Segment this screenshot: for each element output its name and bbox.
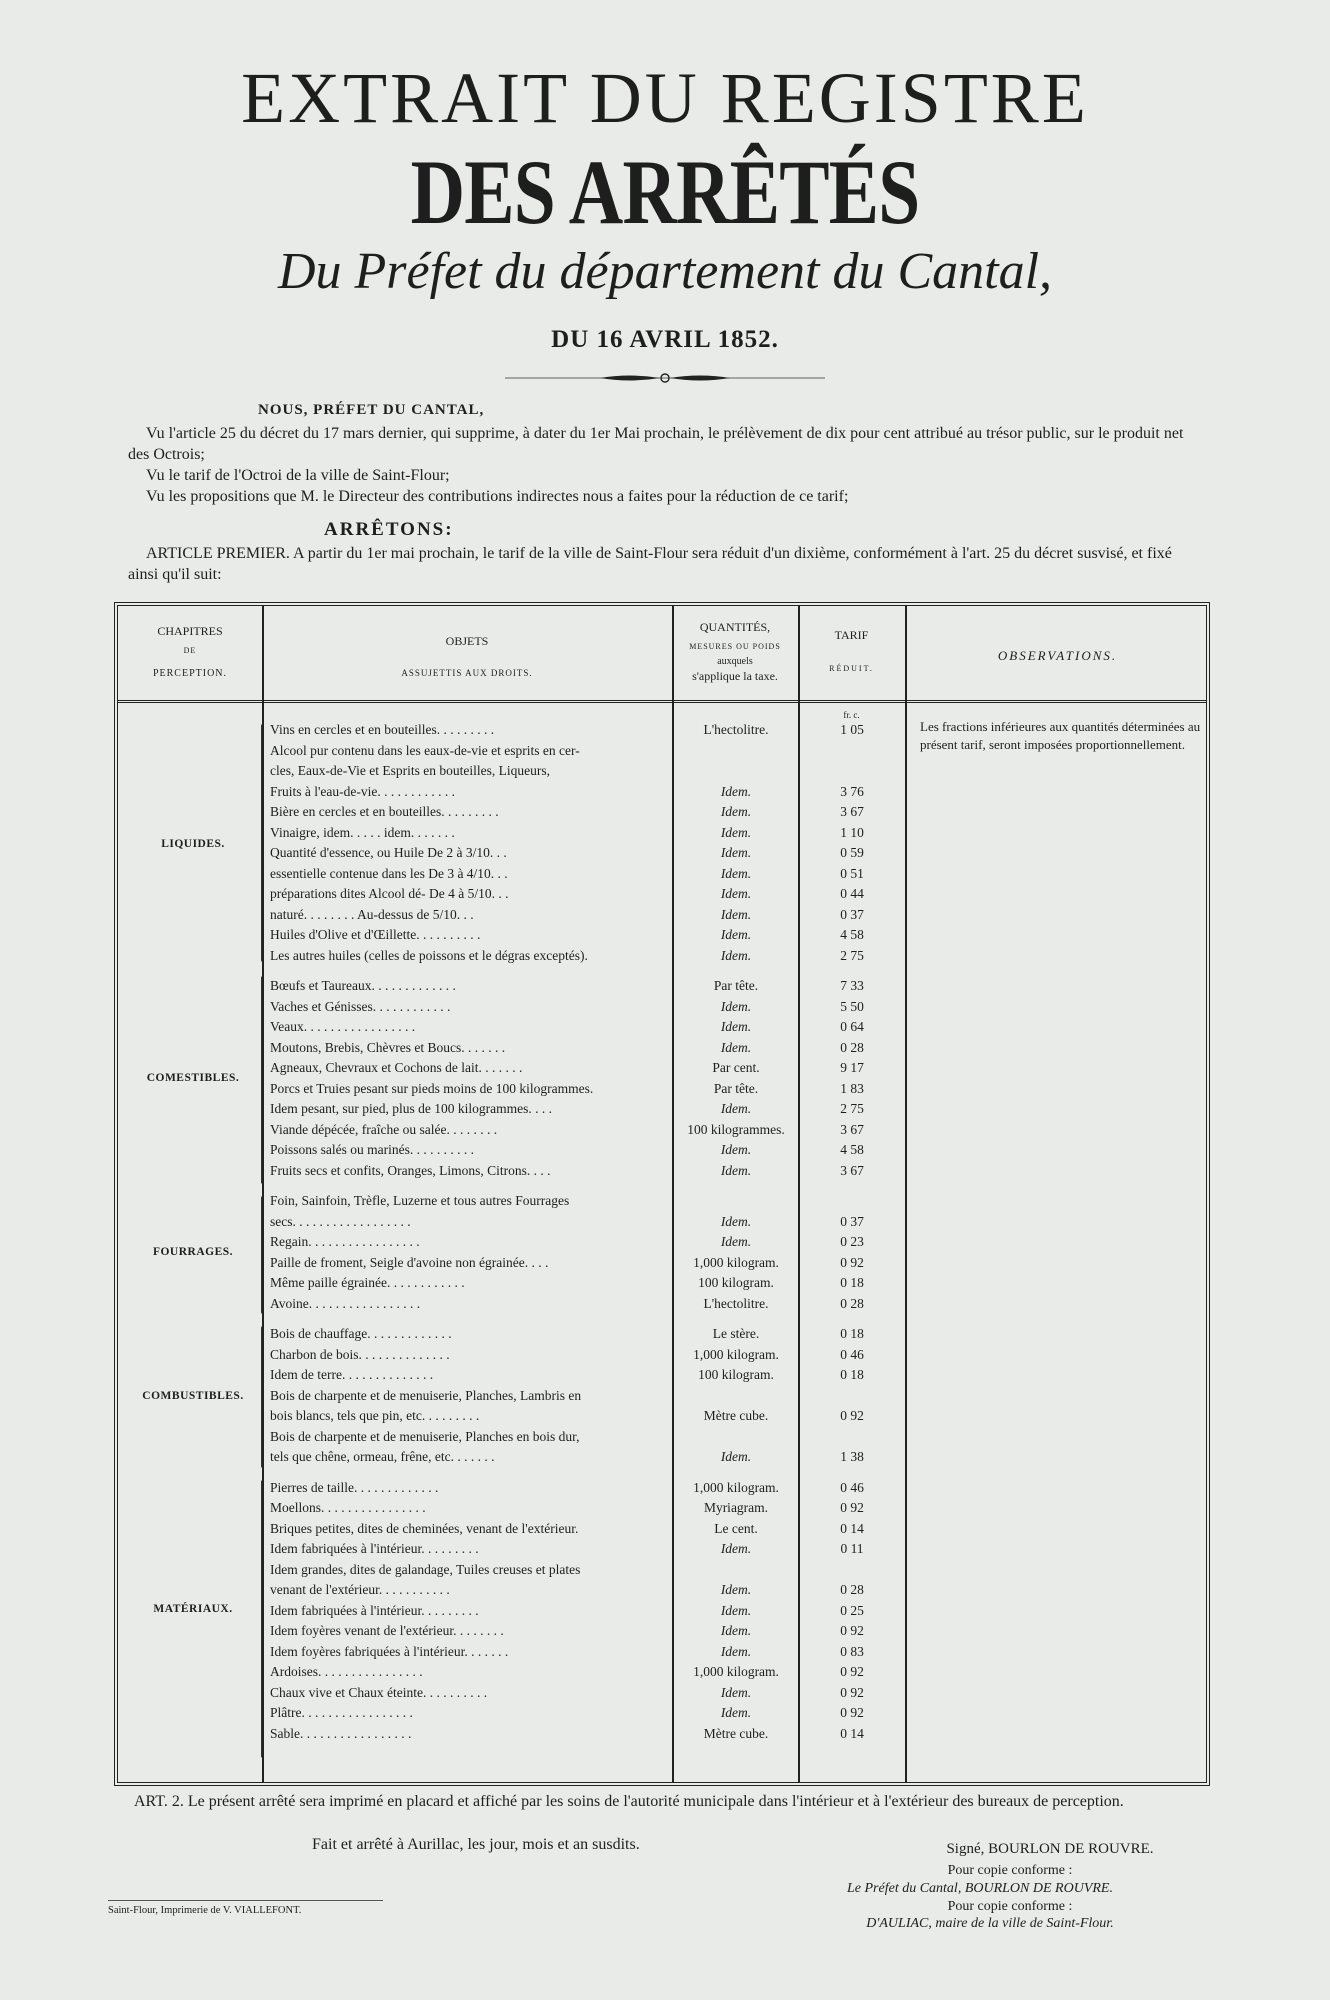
row-objet: Paille de froment, Seigle d'avoine non égrainée. . . .	[270, 1254, 549, 1270]
row-quantite: Idem.	[720, 1213, 752, 1229]
row-quantite: Idem.	[720, 1705, 752, 1720]
row-tarif: 0 46	[840, 1479, 864, 1495]
row-tarif: 0 92	[840, 1705, 864, 1720]
header-quantites	[672, 620, 798, 684]
row-tarif: 2 75	[840, 1101, 864, 1116]
maire-signature: D'AULIAC, maire de la ville de Saint-Flour.	[866, 1916, 1114, 1931]
row-tarif: 0 18	[840, 1367, 864, 1382]
category-combustibles: COMBUSTIBLES.	[142, 1390, 244, 1402]
row-quantite: Le stère.	[712, 1326, 760, 1341]
row-quantite: Par tête.	[713, 1080, 759, 1096]
row-quantite: Mètre cube.	[703, 1408, 769, 1423]
group-brace	[261, 976, 265, 1184]
header-objets-label: OBJETS	[445, 634, 489, 648]
row-objet: Vaches et Génisses. . . . . . . . . . . .	[270, 998, 451, 1014]
row-objet: naturé. . . . . . . . Au-dessus de 5/10. . .	[270, 906, 474, 922]
imprimerie-credit: Saint-Flour, Imprimerie de V. VIALLEFONT.	[108, 1905, 302, 1916]
row-objet: venant de l'extérieur. . . . . . . . . . .	[270, 1582, 450, 1597]
row-quantite: 1,000 kilogram.	[693, 1254, 779, 1270]
row-tarif: 0 51	[840, 865, 864, 881]
column-divider	[905, 606, 907, 1782]
row-quantite: Idem.	[720, 947, 752, 963]
row-tarif: 0 28	[840, 1039, 864, 1055]
row-quantite: Idem.	[720, 824, 752, 840]
row-objet: Idem fabriquées à l'intérieur. . . . . . . . .	[270, 1602, 479, 1618]
row-quantite: Idem.	[720, 1643, 752, 1659]
row-quantite: Idem.	[720, 1101, 752, 1116]
row-tarif: 0 59	[840, 845, 864, 860]
row-objet: Idem grandes, dites de galandage, Tuiles creuses et plates	[270, 1561, 581, 1577]
row-objet: Bois de charpente et de menuiserie, Planches, Lambris en	[270, 1387, 582, 1403]
row-tarif: 2 75	[840, 947, 864, 963]
row-objet: Les autres huiles (celles de poissons et le dégras exceptés).	[270, 947, 588, 963]
row-objet: Bœufs et Taureaux. . . . . . . . . . . . .	[270, 978, 456, 993]
row-quantite: Idem.	[720, 1449, 752, 1464]
prefet-signature: Le Préfet du Cantal, BOURLON DE ROUVRE.	[847, 1881, 1113, 1896]
row-objet: Huiles d'Olive et d'Œillette. . . . . . . . . .	[270, 927, 481, 942]
header-divider	[118, 700, 1206, 703]
row-quantite: 1,000 kilogram.	[693, 1664, 779, 1679]
row-tarif: 0 28	[840, 1582, 864, 1597]
row-tarif: 0 92	[840, 1684, 864, 1700]
row-tarif: 3 67	[840, 1121, 864, 1137]
row-quantite: Idem.	[720, 1234, 752, 1249]
header-tarif	[798, 628, 905, 676]
row-tarif: 0 92	[840, 1500, 864, 1515]
header-quantites-label: QUANTITÉS,	[699, 620, 771, 634]
row-quantite: Idem.	[720, 1541, 752, 1556]
row-quantite: 1,000 kilogram.	[693, 1346, 779, 1362]
row-quantite: L'hectolitre.	[703, 722, 769, 737]
header-objets	[262, 634, 672, 681]
row-quantite: 1,000 kilogram.	[693, 1479, 779, 1495]
row-objet: Avoine. . . . . . . . . . . . . . . . .	[270, 1295, 421, 1311]
row-objet: Fruits secs et confits, Oranges, Limons, Citrons. . . .	[270, 1162, 551, 1178]
row-tarif: 1 83	[840, 1080, 864, 1096]
row-objet: secs. . . . . . . . . . . . . . . . . .	[270, 1213, 411, 1229]
row-tarif: 0 18	[840, 1275, 864, 1290]
fait-a-aurillac: Fait et arrêté à Aurillac, les jour, mois et an susdits.	[312, 1836, 640, 1853]
header-quantites-sub2: auxquels	[717, 656, 753, 667]
row-objet: Bois de chauffage. . . . . . . . . . . . .	[270, 1326, 452, 1341]
group-brace	[261, 1196, 265, 1314]
category-liquides: LIQUIDES.	[161, 838, 225, 850]
row-objet: Porcs et Truies pesant sur pieds moins de 100 kilogrammes.	[270, 1080, 594, 1096]
signature-signe: Signé, BOURLON DE ROUVRE.	[946, 1841, 1154, 1857]
row-objet: Poissons salés ou marinés. . . . . . . . . .	[270, 1142, 474, 1157]
row-quantite: 100 kilogram.	[698, 1275, 774, 1290]
row-quantite: Idem.	[720, 1684, 752, 1700]
row-tarif: 0 28	[840, 1295, 864, 1311]
row-objet: Plâtre. . . . . . . . . . . . . . . . .	[270, 1705, 413, 1720]
row-objet: préparations dites Alcool dé- De 4 à 5/10. . .	[270, 886, 509, 901]
row-quantite: Par tête.	[713, 978, 759, 993]
category-fourrages: FOURRAGES.	[152, 1246, 234, 1258]
row-tarif: 7 33	[840, 978, 864, 993]
header-chapitres	[118, 624, 262, 681]
row-quantite: Myriagram.	[703, 1500, 769, 1515]
row-objet: Pierres de taille. . . . . . . . . . . . .	[270, 1479, 439, 1495]
row-tarif: 0 92	[840, 1623, 864, 1638]
row-objet: Moellons. . . . . . . . . . . . . . . .	[270, 1500, 426, 1515]
row-objet: Viande dépécée, fraîche ou salée. . . . . . . .	[270, 1121, 498, 1137]
header-quantites-sub3: s'applique la taxe.	[692, 669, 778, 683]
row-objet: Idem pesant, sur pied, plus de 100 kilogrammes. . . .	[270, 1101, 552, 1116]
title-line-2: DES ARRÊTÉS	[410, 141, 920, 243]
row-quantite: Mètre cube.	[703, 1725, 769, 1741]
header-objets-sub: ASSUJETTIS AUX DROITS.	[401, 668, 533, 678]
row-quantite: Idem.	[720, 845, 752, 860]
row-tarif: 3 76	[840, 783, 864, 799]
row-objet: cles, Eaux-de-Vie et Esprits en bouteilles, Liqueurs,	[270, 763, 550, 778]
row-quantite: Idem.	[720, 927, 752, 942]
row-quantite: 100 kilogrammes.	[687, 1121, 785, 1137]
row-quantite: Idem.	[720, 783, 752, 799]
observation-note: Les fractions inférieures aux quantités déterminées au présent tarif, seront imposées proportionnellement.	[920, 719, 1201, 752]
title-line-3: Du Préfet du département du Cantal,	[277, 243, 1053, 300]
row-objet: Alcool pur contenu dans les eaux-de-vie et esprits en cer-	[270, 742, 580, 758]
header-chapitres-de: DE	[183, 646, 197, 655]
row-tarif: 0 37	[840, 1213, 864, 1229]
header-chapitres-label: CHAPITRES	[157, 624, 223, 638]
row-quantite: Idem.	[720, 906, 752, 922]
row-objet: Idem fabriquées à l'intérieur. . . . . . . . .	[270, 1541, 479, 1556]
intro-considerations	[128, 423, 1203, 507]
row-objet: Idem foyères fabriquées à l'intérieur. . . . . . .	[270, 1643, 509, 1659]
copie-conforme-1: Pour copie conforme :	[947, 1863, 1073, 1878]
row-tarif: 3 67	[840, 1162, 864, 1178]
intro-vu-2: Vu le tarif de l'Octroi de la ville de Saint-Flour;	[146, 467, 450, 484]
row-tarif: 3 67	[840, 804, 864, 819]
category-comestibles: COMESTIBLES.	[146, 1072, 240, 1084]
article-premier: ARTICLE PREMIER. A partir du 1er mai prochain, le tarif de la ville de Saint-Flour sera réduit d'un dixième, conformément à l'art. 25 du décret susvisé, et fixé ainsi qu'il suit:	[128, 545, 1172, 583]
row-objet: Briques petites, dites de cheminées, venant de l'extérieur.	[270, 1520, 579, 1536]
row-objet: Idem foyères venant de l'extérieur. . . . . . . .	[270, 1623, 504, 1638]
row-quantite: Idem.	[720, 1623, 752, 1638]
row-tarif: 0 37	[840, 906, 864, 922]
row-quantite: Idem.	[720, 1582, 752, 1597]
row-tarif: 4 58	[840, 1142, 864, 1157]
row-quantite: Idem.	[720, 998, 752, 1014]
row-tarif: 0 11	[840, 1541, 864, 1556]
row-tarif: 0 92	[840, 1408, 864, 1423]
row-tarif: 0 64	[840, 1019, 864, 1034]
header-tarif-label: TARIF	[834, 628, 869, 642]
intro-vu-3: Vu les propositions que M. le Directeur des contributions indirectes nous a faites pour la réduction de ce tarif;	[146, 488, 849, 505]
category-materiaux: MATÉRIAUX.	[153, 1603, 233, 1615]
row-tarif: 0 44	[840, 886, 864, 901]
row-objet: Vinaigre, idem. . . . . idem. . . . . . .	[270, 824, 455, 840]
row-objet: Sable. . . . . . . . . . . . . . . . .	[270, 1725, 412, 1741]
intro-vu-1: Vu l'article 25 du décret du 17 mars dernier, qui supprime, à dater du 1er Mai prochain, le prélèvement de dix pour cent attribué au trésor public, sur le produit net des Octrois;	[128, 425, 1184, 463]
row-objet: Bière en cercles et en bouteilles. . . . . . . . .	[270, 804, 499, 819]
row-quantite: Par cent.	[712, 1060, 760, 1075]
copie-conforme-2: Pour copie conforme :	[947, 1899, 1073, 1914]
row-objet: Agneaux, Chevraux et Cochons de lait. . . . . . .	[270, 1060, 523, 1075]
row-tarif: 4 58	[840, 927, 864, 942]
row-quantite: Idem.	[720, 804, 752, 819]
intro-nous: NOUS, PRÉFET DU CANTAL,	[258, 402, 485, 418]
row-objet: essentielle contenue dans les De 3 à 4/10. . .	[270, 865, 508, 881]
row-tarif: 1 38	[840, 1449, 864, 1464]
row-tarif: 0 92	[840, 1254, 864, 1270]
header-quantites-sub1: MESURES OU POIDS	[689, 642, 781, 651]
title-line-1: EXTRAIT DU REGISTRE	[241, 58, 1089, 138]
row-objet: Foin, Sainfoin, Trèfle, Luzerne et tous autres Fourrages	[270, 1193, 570, 1208]
row-quantite: L'hectolitre.	[703, 1295, 769, 1311]
row-tarif: 0 14	[840, 1520, 864, 1536]
arretons-heading: ARRÊTONS:	[324, 519, 454, 540]
row-objet: Idem de terre. . . . . . . . . . . . . .	[270, 1367, 434, 1382]
row-objet: tels que chêne, ormeau, frêne, etc. . . . . . .	[270, 1449, 495, 1464]
row-quantite: Idem.	[720, 1602, 752, 1618]
row-quantite: Idem.	[720, 886, 752, 901]
row-quantite: Le cent.	[714, 1520, 758, 1536]
row-tarif: 1 05	[840, 722, 864, 737]
row-tarif: 5 50	[840, 998, 864, 1014]
row-objet: Même paille égrainée. . . . . . . . . . . .	[270, 1275, 465, 1290]
header-observations: OBSERVATIONS.	[997, 648, 1118, 663]
row-objet: Bois de charpente et de menuiserie, Planches en bois dur,	[270, 1428, 580, 1444]
group-brace	[261, 1326, 265, 1468]
row-objet: Ardoises. . . . . . . . . . . . . . . .	[270, 1664, 423, 1679]
row-quantite: Idem.	[720, 1142, 752, 1157]
row-tarif: 9 17	[840, 1060, 864, 1075]
row-tarif: 1 10	[840, 824, 864, 840]
row-objet: Veaux. . . . . . . . . . . . . . . . .	[270, 1019, 416, 1034]
row-tarif: 0 23	[840, 1234, 864, 1249]
row-objet: Regain. . . . . . . . . . . . . . . . .	[270, 1234, 420, 1249]
header-chapitres-perception: PERCEPTION.	[152, 668, 228, 679]
tarif-unit: fr. c.	[843, 710, 860, 720]
row-quantite: Idem.	[720, 1039, 752, 1055]
row-objet: Charbon de bois. . . . . . . . . . . . . .	[270, 1346, 450, 1362]
group-brace	[261, 724, 265, 962]
row-quantite: 100 kilogram.	[698, 1367, 774, 1382]
row-objet: Chaux vive et Chaux éteinte. . . . . . . . . .	[270, 1684, 488, 1700]
group-brace	[261, 1480, 265, 1758]
row-quantite: Idem.	[720, 865, 752, 881]
row-tarif: 0 83	[840, 1643, 864, 1659]
article-2: ART. 2. Le présent arrêté sera imprimé en placard et affiché par les soins de l'autorité municipale dans l'intérieur et à l'extérieur des bureaux de perception.	[134, 1793, 1124, 1810]
row-tarif: 0 14	[840, 1725, 864, 1741]
header-tarif-sub: RÉDUIT.	[829, 664, 874, 673]
row-quantite: Idem.	[720, 1019, 752, 1034]
ornament-divider-icon	[505, 372, 825, 384]
row-objet: Vins en cercles et en bouteilles. . . . . . . . .	[270, 722, 495, 737]
imprimerie-rule	[108, 1900, 383, 1901]
row-tarif: 0 25	[840, 1602, 864, 1618]
row-objet: Moutons, Brebis, Chèvres et Boucs. . . . . . .	[270, 1039, 506, 1055]
row-objet: Quantité d'essence, ou Huile De 2 à 3/10. . .	[270, 845, 507, 860]
row-tarif: 0 18	[840, 1326, 864, 1341]
row-quantite: Idem.	[720, 1162, 752, 1178]
row-tarif: 0 46	[840, 1346, 864, 1362]
row-objet: Fruits à l'eau-de-vie. . . . . . . . . . . .	[270, 783, 456, 799]
title-date: DU 16 AVRIL 1852.	[551, 326, 779, 353]
row-objet: bois blancs, tels que pin, etc. . . . . . . . .	[270, 1408, 480, 1423]
row-tarif: 0 92	[840, 1664, 864, 1679]
tariff-table	[114, 602, 1210, 1786]
